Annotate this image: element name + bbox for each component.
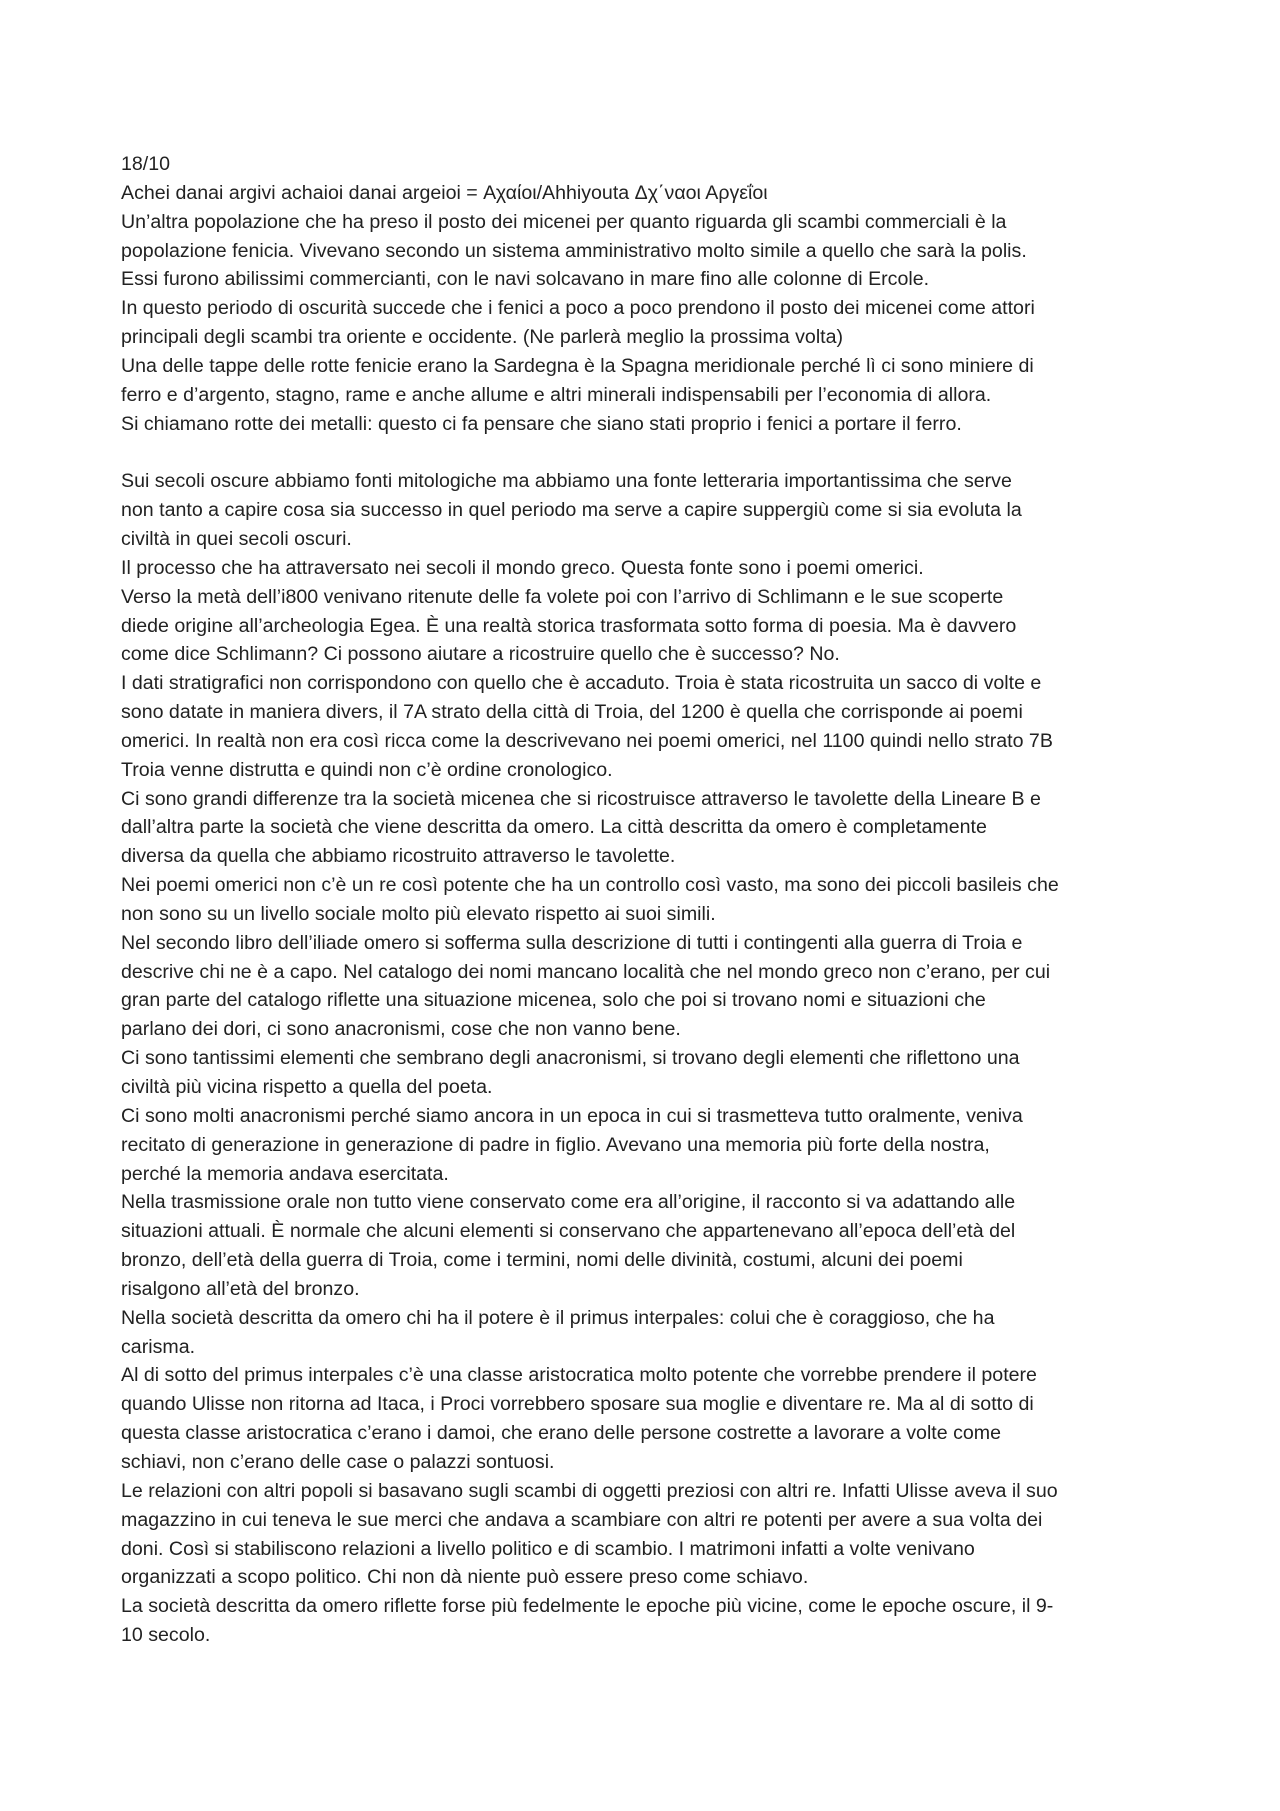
text-line: Una delle tappe delle rotte fenicie erano la Sardegna è la Spagna meridionale perché lì ci sono miniere di — [121, 354, 1034, 377]
text-line: parlano dei dori, ci sono anacronismi, cose che non vanno bene. — [121, 1018, 681, 1041]
text-line: principali degli scambi tra oriente e occidente. (Ne parlerà meglio la prossima volta) — [121, 326, 844, 349]
document-page — [121, 150, 1161, 1650]
text-line: La società descritta da omero riflette forse più fedelmente le epoche più vicine, come le epoche oscure, il 9- — [121, 1595, 1054, 1618]
text-line: diede origine all’archeologia Egea. È una realtà storica trasformata sotto forma di poesia. Ma è davvero — [121, 614, 1017, 637]
text-line: Achei danai argivi achaioi danai argeioi = Αχαίοι/Ahhiyouta Δχ΄ναοι Αργεΐοι — [121, 181, 768, 204]
text-line: descrive chi ne è a capo. Nel catalogo dei nomi mancano località che nel mondo greco non c’erano, per cui — [121, 960, 1051, 983]
text-line: Il processo che ha attraversato nei secoli il mondo greco. Questa fonte sono i poemi omerici. — [121, 556, 924, 579]
text-line: sono datate in maniera divers, il 7A strato della città di Troia, del 1200 è quella che corrisponde ai poemi — [121, 701, 1023, 724]
text-line: quando Ulisse non ritorna ad Itaca, i Proci vorrebbero sposare sua moglie e diventare re. Ma al di sotto di — [121, 1393, 1034, 1416]
text-line: Ci sono tantissimi elementi che sembrano degli anacronismi, si trovano degli elementi che riflettono una — [121, 1047, 1020, 1070]
paragraph-spacer — [121, 438, 1161, 467]
text-line: questa classe aristocratica c’erano i damoi, che erano delle persone costrette a lavorare a volte come — [121, 1422, 1002, 1445]
text-line: magazzino in cui teneva le sue merci che andava a scambiare con altri re potenti per avere a sua volta dei — [121, 1508, 1043, 1531]
text-line: doni. Così si stabiliscono relazioni a livello politico e di scambio. I matrimoni infatti a volte venivano — [121, 1537, 975, 1560]
text-line: diversa da quella che abbiamo ricostruito attraverso le tavolette. — [121, 845, 676, 868]
text-line: carisma. — [121, 1335, 196, 1358]
text-line: 10 secolo. — [121, 1624, 211, 1647]
text-line: organizzati a scopo politico. Chi non dà niente può essere preso come schiavo. — [121, 1566, 809, 1589]
text-line: situazioni attuali. È normale che alcuni elementi si conservano che appartenevano all’epoca dell’età del — [121, 1220, 1016, 1243]
text-line: Essi furono abilissimi commercianti, con le navi solcavano in mare fino alle colonne di Ercole. — [121, 268, 930, 291]
text-line: ferro e d’argento, stagno, rame e anche allume e altri minerali indispensabili per l’economia di allora. — [121, 383, 992, 406]
text-line: Si chiamano rotte dei metalli: questo ci fa pensare che siano stati proprio i fenici a portare il ferro. — [121, 412, 962, 435]
text-line: bronzo, dell’età della guerra di Troia, come i termini, nomi delle divinità, costumi, alcuni dei poemi — [121, 1249, 963, 1272]
document-body — [121, 179, 1161, 1650]
text-line: Verso la metà dell’i800 venivano ritenute delle fa volete poi con l’arrivo di Schlimann e le sue scoperte — [121, 585, 1004, 608]
text-line: Ci sono grandi differenze tra la società micenea che si ricostruisce attraverso le tavolette della Lineare B e — [121, 787, 1041, 810]
text-line: civiltà in quei secoli oscuri. — [121, 527, 352, 550]
text-line: Un’altra popolazione che ha preso il posto dei micenei per quanto riguarda gli scambi commerciali è la — [121, 210, 1007, 233]
text-line: dall’altra parte la società che viene descritta da omero. La città descritta da omero è completamente — [121, 816, 987, 839]
text-line: schiavi, non c’erano delle case o palazzi sontuosi. — [121, 1450, 555, 1473]
text-line: Troia venne distrutta e quindi non c’è ordine cronologico. — [121, 758, 613, 781]
text-line: Nel secondo libro dell’iliade omero si sofferma sulla descrizione di tutti i contingenti alla guerra di Troia e — [121, 931, 1023, 954]
text-line: Nella società descritta da omero chi ha il potere è il primus interpales: colui che è coraggioso, che ha — [121, 1306, 995, 1329]
text-line: gran parte del catalogo riflette una situazione micenea, solo che poi si trovano nomi e situazioni che — [121, 989, 986, 1012]
text-line: popolazione fenicia. Vivevano secondo un sistema amministrativo molto simile a quello che sarà la polis. — [121, 239, 1027, 262]
text-line: risalgono all’età del bronzo. — [121, 1277, 360, 1300]
text-line: non sono su un livello sociale molto più elevato rispetto ai suoi simili. — [121, 902, 716, 925]
text-line: In questo periodo di oscurità succede che i fenici a poco a poco prendono il posto dei micenei come attori — [121, 297, 1035, 320]
text-line: I dati stratigrafici non corrispondono con quello che è accaduto. Troia è stata ricostruita un sacco di volte e — [121, 672, 1042, 695]
text-line: Le relazioni con altri popoli si basavano sugli scambi di oggetti preziosi con altri re. Infatti Ulisse aveva il suo — [121, 1479, 1058, 1502]
text-line: omerici. In realtà non era così ricca come la descrivevano nei poemi omerici, nel 1100 quindi nello strato 7B — [121, 729, 1053, 752]
text-line: Sui secoli oscure abbiamo fonti mitologiche ma abbiamo una fonte letteraria importantissima che serve — [121, 470, 1012, 493]
text-line: come dice Schlimann? Ci possono aiutare a ricostruire quello che è successo? No. — [121, 643, 840, 666]
text-line: Ci sono molti anacronismi perché siamo ancora in un epoca in cui si trasmetteva tutto oralmente, veniva — [121, 1104, 1023, 1127]
text-line: Nei poemi omerici non c’è un re così potente che ha un controllo così vasto, ma sono dei piccoli basileis che — [121, 874, 1059, 897]
text-line: perché la memoria andava esercitata. — [121, 1162, 449, 1185]
document-date: 18/10 — [121, 153, 171, 175]
text-line: Nella trasmissione orale non tutto viene conservato come era all’origine, il racconto si va adattando alle — [121, 1191, 1016, 1214]
text-line: non tanto a capire cosa sia successo in quel periodo ma serve a capire suppergiù come si sia evoluta la — [121, 499, 1022, 522]
text-line: Al di sotto del primus interpales c’è una classe aristocratica molto potente che vorrebbe prendere il potere — [121, 1364, 1037, 1387]
text-line: recitato di generazione in generazione di padre in figlio. Avevano una memoria più forte della nostra, — [121, 1133, 990, 1156]
text-line: civiltà più vicina rispetto a quella del poeta. — [121, 1076, 493, 1098]
